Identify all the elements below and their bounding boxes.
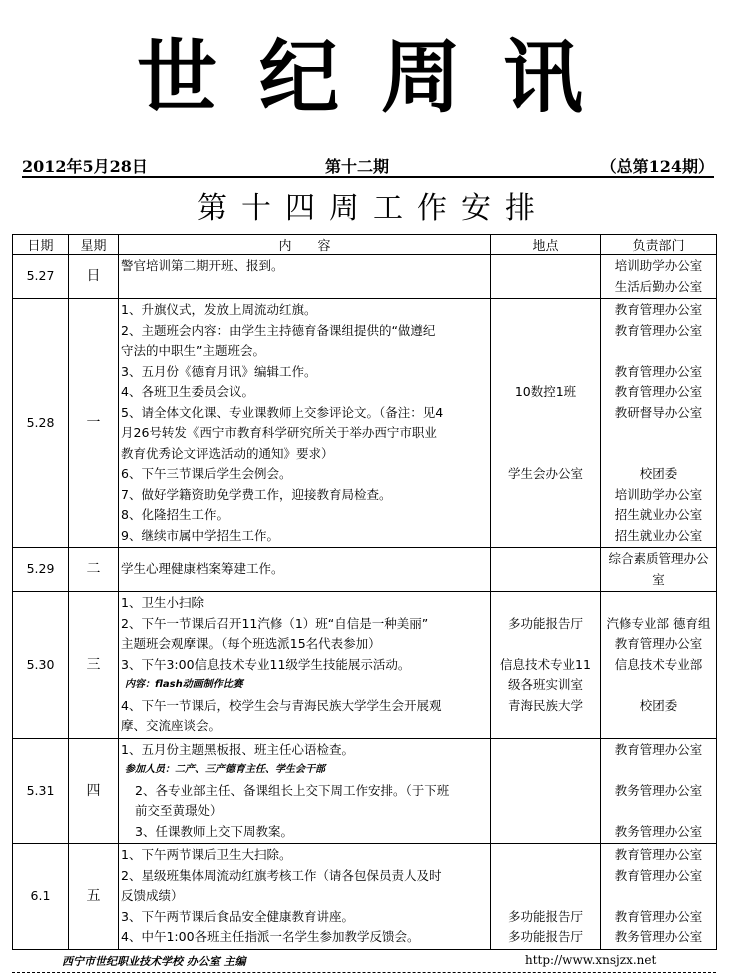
issue-info-line <box>22 152 714 178</box>
content-line: 主题班会观摩课。（每个班选派15名代表参加） <box>121 636 381 651</box>
location-line <box>493 300 598 321</box>
row-dept <box>601 592 717 739</box>
location-line <box>493 740 598 761</box>
location-line <box>493 559 598 580</box>
location-line <box>493 341 598 362</box>
location-line <box>493 256 598 277</box>
masthead-title: 世纪周讯 <box>137 30 625 124</box>
row-location <box>491 844 601 950</box>
location-line <box>493 505 598 526</box>
dept-line: 生活后勤办公室 <box>614 278 703 294</box>
dept-line: 综合素质管理办公室 <box>608 551 709 587</box>
content-line: 1、五月份主题黑板报、班主任心语检查。 <box>121 741 354 757</box>
location-line <box>493 403 598 424</box>
dept-line <box>603 801 714 822</box>
location-line <box>493 277 598 298</box>
dept-line: 教育管理办公室 <box>614 384 703 399</box>
location-line <box>493 423 598 444</box>
header-week: 星期 <box>69 235 119 255</box>
header-dept: 负责部门 <box>601 235 717 255</box>
dept-line: 培训助学办公室 <box>614 486 703 502</box>
row-content <box>119 738 491 844</box>
dept-line: 招生就业办公室 <box>614 507 703 522</box>
row-content <box>119 299 491 548</box>
dept-line: 培训助学办公室 <box>614 258 703 273</box>
content-line: 月26号转发《西宁市教育科学研究所关于举办西宁市职业 <box>121 425 437 440</box>
dept-line: 汽修专业部 德育组 <box>606 615 711 631</box>
page-title: 第十四周工作安排 <box>197 191 549 226</box>
location-line: 10数控1班 <box>514 384 577 399</box>
content-line: 8、化隆招生工作。 <box>121 507 229 522</box>
row-location <box>491 548 601 592</box>
row-dept <box>601 255 717 299</box>
dept-line <box>603 444 714 465</box>
dept-line: 校团委 <box>639 466 678 481</box>
content-line: 反馈成绩） <box>121 888 184 903</box>
content-line: 3、下午两节课后食品安全健康教育讲座。 <box>121 908 354 924</box>
content-line: 教育优秀论文评选活动的通知》要求） <box>121 445 334 461</box>
row-location <box>491 592 601 739</box>
table-header-row <box>13 235 717 255</box>
location-line <box>493 362 598 383</box>
location-line <box>493 444 598 465</box>
row-dept <box>601 844 717 950</box>
content-line: 前交至黄璟处） <box>135 803 223 818</box>
location-line <box>493 526 598 547</box>
row-weekday: 四 <box>69 738 119 844</box>
row-content <box>119 844 491 950</box>
content-line: 6、下午三节课后学生会例会。 <box>121 466 292 481</box>
row-location <box>491 255 601 299</box>
location-line: 信息技术专业11 <box>500 656 591 672</box>
content-line: 守法的中职生”主题班会。 <box>121 343 265 358</box>
dept-line <box>603 886 714 907</box>
dept-line <box>603 675 714 696</box>
row-date: 5.28 <box>13 299 69 548</box>
dept-line: 教务管理办公室 <box>614 782 703 798</box>
dept-line: 招生就业办公室 <box>614 527 703 543</box>
location-line <box>493 321 598 342</box>
content-line: 内容：flash动画制作比赛 <box>125 679 243 690</box>
location-line: 多功能报告厅 <box>507 615 583 631</box>
row-content <box>119 592 491 739</box>
row-date: 5.31 <box>13 738 69 844</box>
location-line <box>493 801 598 822</box>
location-line <box>493 634 598 655</box>
content-line: 5、请全体文化课、专业课教师上交参评论文。（备注：见4 <box>121 404 444 420</box>
content-line: 1、卫生小扫除 <box>121 595 204 610</box>
dept-line: 教育管理办公室 <box>614 322 703 338</box>
location-line <box>493 760 598 781</box>
dept-line: 校团委 <box>639 697 678 713</box>
issue-total: （总第124期） <box>600 157 714 176</box>
location-line <box>493 822 598 843</box>
content-line: 3、五月份《德育月讯》编辑工作。 <box>121 363 317 379</box>
content-line <box>121 277 488 298</box>
row-weekday: 一 <box>69 299 119 548</box>
header-location: 地点 <box>491 235 601 255</box>
content-line: 9、继续市属中学招生工作。 <box>121 527 279 543</box>
dept-line <box>603 341 714 362</box>
dept-line: 教务管理办公室 <box>614 929 703 944</box>
row-dept <box>601 548 717 592</box>
header-content: 内 容 <box>119 235 491 255</box>
content-line: 4、各班卫生委员会议。 <box>121 384 254 399</box>
row-weekday: 日 <box>69 255 119 299</box>
content-line: 2、下午一节课后召开11汽修（1）班“自信是一种美丽” <box>121 615 429 631</box>
table-row <box>13 299 717 548</box>
content-line: 警官培训第二期开班、报到。 <box>121 258 284 273</box>
dept-line: 信息技术专业部 <box>614 656 703 672</box>
dept-line: 教研督导办公室 <box>614 404 703 420</box>
dept-line: 教务管理办公室 <box>614 823 703 839</box>
location-line <box>493 886 598 907</box>
content-line: 2、主题班会内容：由学生主持德育备课组提供的“做遵纪 <box>121 322 436 338</box>
location-line: 青海民族大学 <box>507 697 583 713</box>
dept-line: 教育管理办公室 <box>614 847 703 862</box>
location-line: 多功能报告厅 <box>507 908 583 924</box>
location-line <box>493 781 598 802</box>
schedule-table <box>12 234 717 950</box>
content-line: 4、下午一节课后，校学生会与青海民族大学学生会开展观 <box>121 697 442 713</box>
content-line: 7、做好学籍资助免学费工作，迎接教育局检查。 <box>121 486 392 502</box>
table-row <box>13 844 717 950</box>
location-line <box>493 593 598 614</box>
table-row <box>13 592 717 739</box>
row-content <box>119 548 491 592</box>
row-dept <box>601 738 717 844</box>
content-line: 学生心理健康档案筹建工作。 <box>121 561 284 577</box>
location-line <box>493 716 598 737</box>
row-weekday: 二 <box>69 548 119 592</box>
location-line <box>493 485 598 506</box>
issue-date: 2012年5月28日 <box>22 157 148 176</box>
row-dept <box>601 299 717 548</box>
table-row <box>13 255 717 299</box>
dept-line <box>603 423 714 444</box>
row-date: 5.30 <box>13 592 69 739</box>
issue-number: 第十二期 <box>325 157 390 176</box>
header-date: 日期 <box>13 235 69 255</box>
table-row <box>13 548 717 592</box>
dept-line: 教育管理办公室 <box>614 908 703 924</box>
row-date: 5.29 <box>13 548 69 592</box>
dept-line <box>603 593 714 614</box>
location-line: 级各班实训室 <box>507 677 583 692</box>
content-line: 1、升旗仪式，发放上周流动红旗。 <box>121 302 317 317</box>
row-weekday: 五 <box>69 844 119 950</box>
content-line: 4、中午1:00各班主任指派一名学生参加教学反馈会。 <box>121 929 420 944</box>
footer-url: http://www.xnsjzx.net <box>525 953 657 967</box>
row-content <box>119 255 491 299</box>
bottom-divider <box>12 972 716 973</box>
location-line: 多功能报告厅 <box>507 929 583 944</box>
content-line: 2、星级班集体周流动红旗考核工作（请各包保员责人及时 <box>121 867 442 883</box>
dept-line <box>603 760 714 781</box>
dept-line: 教育管理办公室 <box>614 636 703 651</box>
dept-line: 教育管理办公室 <box>614 741 703 757</box>
location-line <box>493 845 598 866</box>
row-location <box>491 738 601 844</box>
location-line: 学生会办公室 <box>507 466 583 481</box>
footer-publisher: 西宁市世纪职业技术学校 办公室 主编 <box>62 955 246 968</box>
content-line: 3、下午3:00信息技术专业11级学生技能展示活动。 <box>121 656 411 672</box>
content-line: 3、任课教师上交下周教案。 <box>135 823 293 839</box>
location-line <box>493 866 598 887</box>
content-line: 参加人员：二产、三产德育主任、学生会干部 <box>125 764 325 775</box>
row-date: 6.1 <box>13 844 69 950</box>
content-line: 摩、交流座谈会。 <box>121 718 222 733</box>
dept-line: 教育管理办公室 <box>614 363 703 379</box>
dept-line: 教育管理办公室 <box>614 867 703 883</box>
content-line: 2、各专业部主任、备课组长上交下周工作安排。（于下班 <box>135 782 450 798</box>
dept-line <box>603 716 714 737</box>
dept-line: 教育管理办公室 <box>614 302 703 317</box>
content-line: 1、下午两节课后卫生大扫除。 <box>121 847 292 862</box>
row-date: 5.27 <box>13 255 69 299</box>
row-weekday: 三 <box>69 592 119 739</box>
table-row <box>13 738 717 844</box>
row-location <box>491 299 601 548</box>
